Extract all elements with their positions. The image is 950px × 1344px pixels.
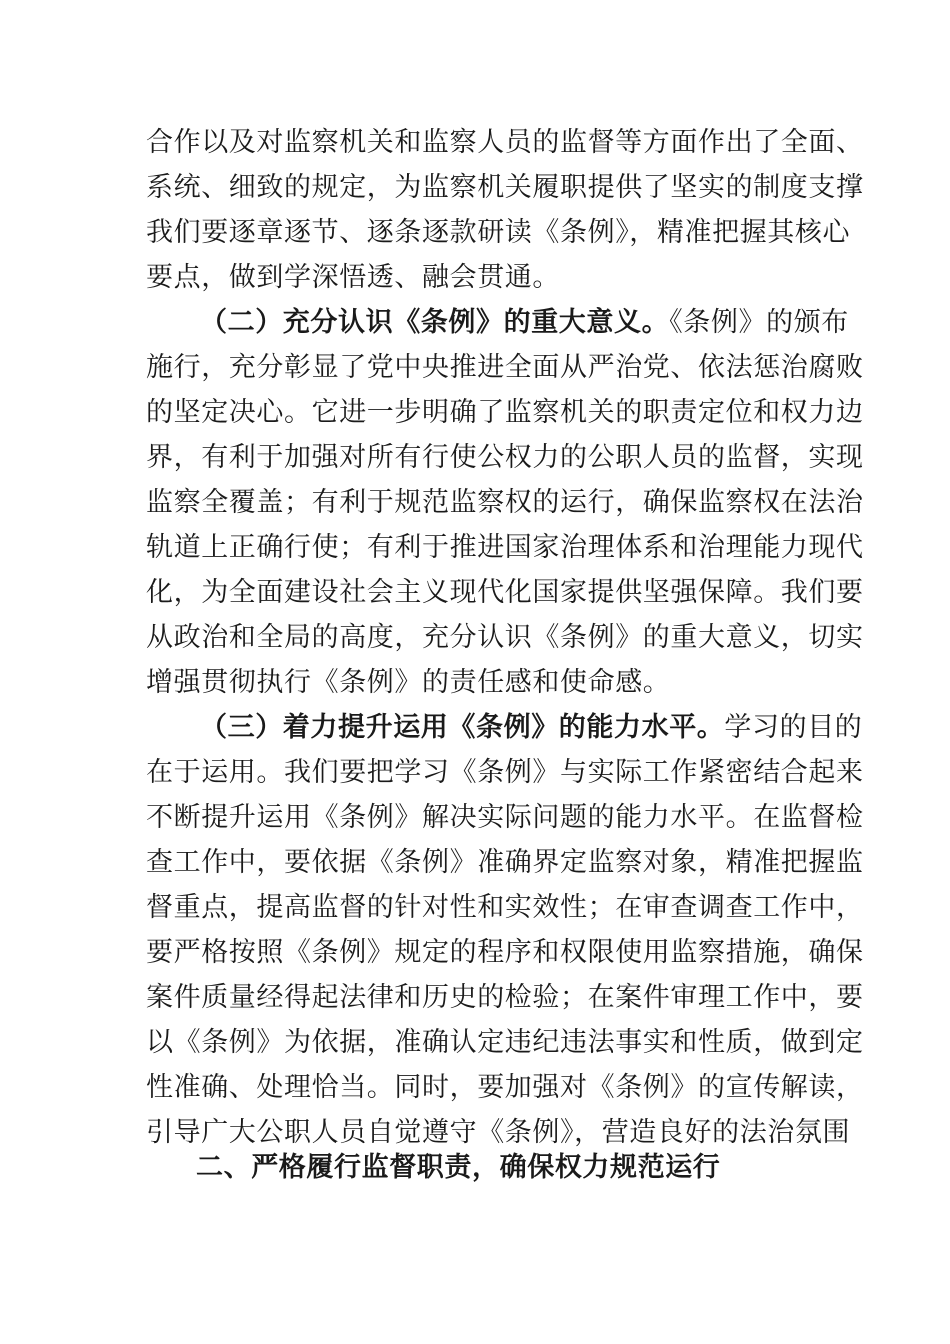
paragraph-2-line-7: 化，为全面建设社会主义现代化国家提供坚强保障。我们要 [146, 577, 864, 608]
paragraph-2-line-3: 的坚定决心。它进一步明确了监察机关的职责定位和权力边 [146, 397, 864, 428]
paragraph-1-line-2: 系统、细致的规定，为监察机关履职提供了坚实的制度支撑 [146, 172, 864, 203]
paragraph-2-line-4: 界，有利于加强对所有行使公权力的公职人员的监督，实现 [146, 442, 864, 473]
section-heading: 二、严格履行监督职责，确保权力规范运行 [196, 1152, 721, 1183]
paragraph-3-line-6: 要严格按照《条例》规定的程序和权限使用监察措施，确保 [146, 937, 864, 968]
paragraph-2-line-5: 监察全覆盖；有利于规范监察权的运行，确保监察权在法治 [146, 487, 864, 518]
paragraph-3-line-10: 引导广大公职人员自觉遵守《条例》，营造良好的法治氛围 [146, 1117, 851, 1148]
paragraph-2-line-2: 施行，充分彰显了党中央推进全面从严治党、依法惩治腐败 [146, 352, 864, 383]
paragraph-3-line-1 [200, 706, 863, 750]
paragraph-2-first-line-rest: 《条例》的颁布 [669, 307, 849, 338]
paragraph-3-line-7: 案件质量经得起法律和历史的检验；在案件审理工作中，要 [146, 982, 864, 1013]
paragraph-1-line-3: 我们要逐章逐节、逐条逐款研读《条例》，精准把握其核心 [146, 217, 851, 248]
paragraph-3-line-3: 不断提升运用《条例》解决实际问题的能力水平。在监督检 [146, 802, 864, 833]
paragraph-3-line-4: 查工作中，要依据《条例》准确界定监察对象，精准把握监 [146, 847, 864, 878]
paragraph-2-line-1 [200, 301, 849, 345]
paragraph-3-line-2: 在于运用。我们要把学习《条例》与实际工作紧密结合起来 [146, 757, 864, 788]
paragraph-2-title: （二）充分认识《条例》的重大意义。 [200, 307, 670, 338]
paragraph-3-line-8: 以《条例》为依据，准确认定违纪违法事实和性质，做到定 [146, 1027, 864, 1058]
paragraph-2-line-9: 增强贯彻执行《条例》的责任感和使命感。 [146, 667, 671, 698]
paragraph-3-line-5: 督重点，提高监督的针对性和实效性；在审查调查工作中， [146, 892, 864, 923]
paragraph-2-line-6: 轨道上正确行使；有利于推进国家治理体系和治理能力现代 [146, 532, 864, 563]
paragraph-3-title: （三）着力提升运用《条例》的能力水平。 [200, 712, 725, 743]
paragraph-1-line-4: 要点，做到学深悟透、融会贯通。 [146, 262, 560, 293]
paragraph-2-line-8: 从政治和全局的高度，充分认识《条例》的重大意义，切实 [146, 622, 864, 653]
paragraph-3-line-9: 性准确、处理恰当。同时，要加强对《条例》的宣传解读， [146, 1072, 864, 1103]
paragraph-1-line-1: 合作以及对监察机关和监察人员的监督等方面作出了全面、 [146, 127, 864, 158]
paragraph-3-first-line-rest: 学习的目的 [724, 712, 863, 743]
